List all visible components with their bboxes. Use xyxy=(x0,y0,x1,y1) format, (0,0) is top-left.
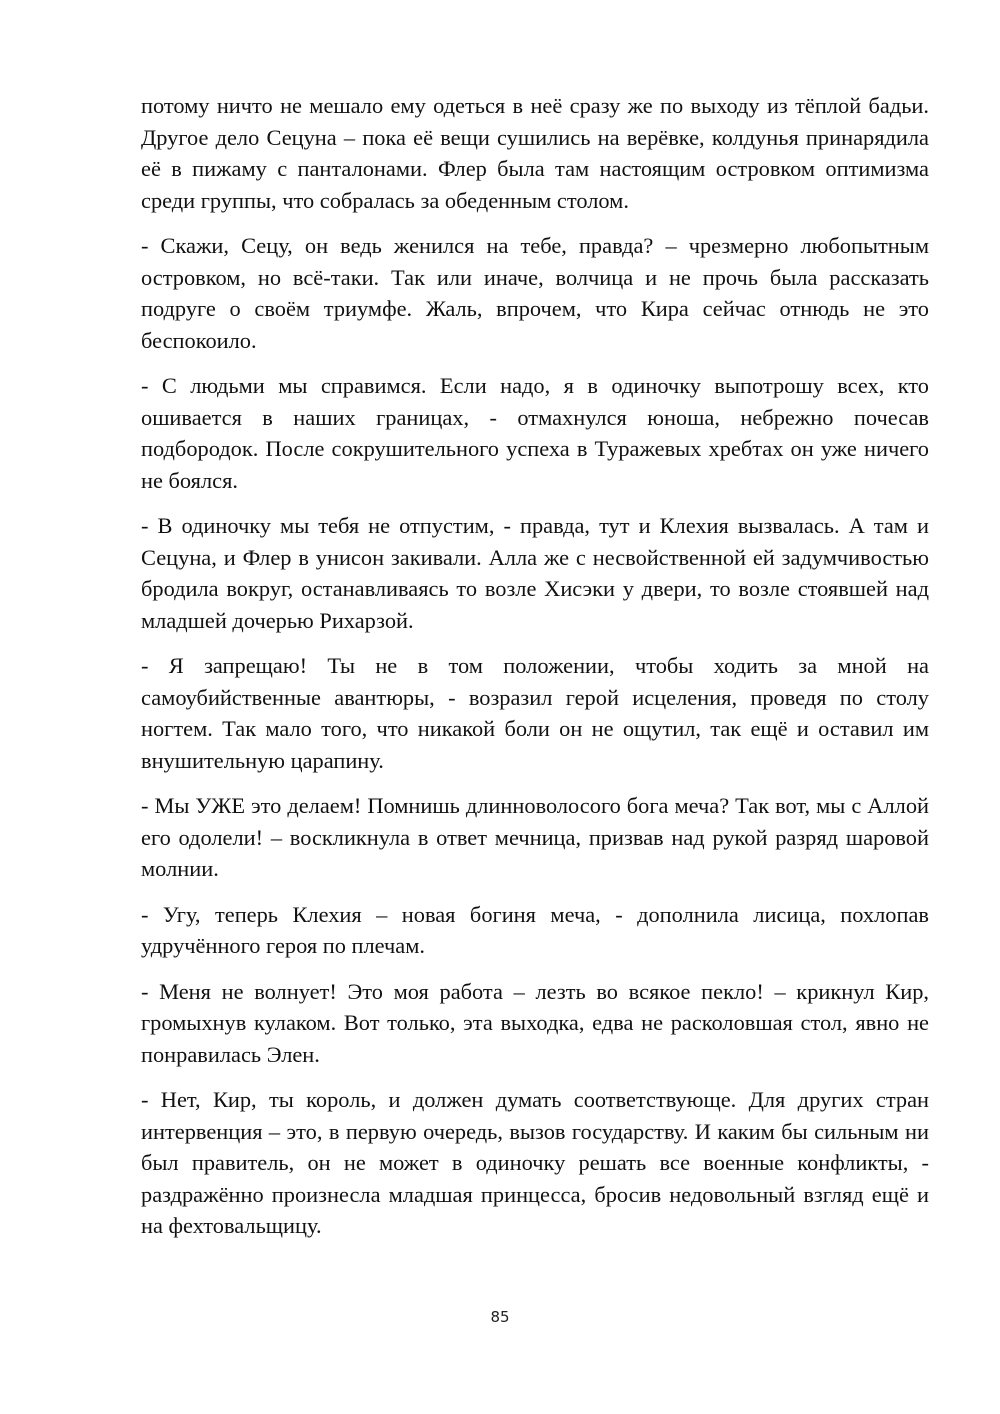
paragraph: - Нет, Кир, ты король, и должен думать соответствующе. Для других стран интервенция – это, в первую очередь, вызов государству. И каким бы сильным ни был правитель, он не может в одиночку решать все военные конфликты, - раздражённо произнесла младшая принцесса, бросив недовольный взгляд ещё и на фехтовальщицу. xyxy=(141,1087,929,1238)
page-body xyxy=(141,90,929,1256)
paragraph: потому ничто не мешало ему одеться в неё сразу же по выходу из тёплой бадьи. Другое дело Сецуна – пока её вещи сушились на верёвке, колдунья принарядила её в пижаму с панталонами. Флер была там настоящим островком оптимизма среди группы, что собралась за обеденным столом. xyxy=(141,93,929,213)
paragraph: - Угу, теперь Клехия – новая богиня меча, - дополнила лисица, похлопав удручённого героя по плечам. xyxy=(141,901,929,958)
paragraph: - В одиночку мы тебя не отпустим, - правда, тут и Клехия вызвалась. А там и Сецуна, и Флер в унисон закивали. Алла же с несвойственной ей задумчивостью бродила вокруг, останавливаясь то возле Хисэки у двери, то возле стоявшей над младшей дочерью Рихарзой. xyxy=(141,513,929,633)
paragraph: - Меня не волнует! Это моя работа – лезть во всякое пекло! – крикнул Кир, громыхнув кулаком. Вот только, эта выходка, едва не расколовшая стол, явно не понравилась Элен. xyxy=(141,978,929,1067)
paragraph: - Мы УЖЕ это делаем! Помнишь длинноволосого бога меча? Так вот, мы с Аллой его одолели! – воскликнула в ответ мечница, призвав над рукой разряд шаровой молнии. xyxy=(141,793,929,881)
paragraph: - Я запрещаю! Ты не в том положении, чтобы ходить за мной на самоубийственные авантюры, - возразил герой исцеления, проведя по столу ногтем. Так мало того, что никакой боли он не ощутил, так ещё и оставил им внушительную царапину. xyxy=(141,653,929,773)
paragraph: - Скажи, Сецу, он ведь женился на тебе, правда? – чрезмерно любопытным островком, но всё-таки. Так или иначе, волчица и не прочь была рассказать подруге о своём триумфе. Жаль, впрочем, что Кира сейчас отнюдь не это беспокоило. xyxy=(141,233,929,353)
paragraph: - С людьми мы справимся. Если надо, я в одиночку выпотрошу всех, кто ошивается в наших границах, - отмахнулся юноша, небрежно почесав подбородок. После сокрушительного успеха в Туражевых хребтах он уже ничего не боялся. xyxy=(141,373,929,493)
page-number: 85 xyxy=(490,1308,510,1326)
